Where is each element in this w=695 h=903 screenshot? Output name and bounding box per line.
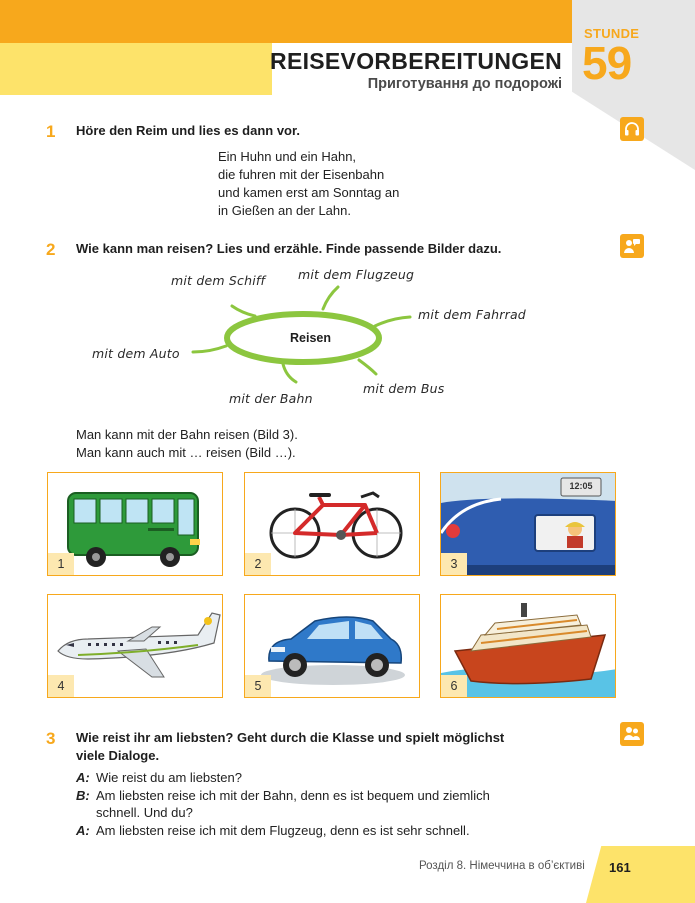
picture-car — [244, 594, 420, 698]
picture-bicycle — [244, 472, 420, 576]
mindmap-branch-flugzeug — [323, 287, 338, 309]
car-illustration — [245, 595, 420, 698]
airplane-illustration — [48, 595, 223, 698]
picture-number: 2 — [245, 553, 271, 575]
speaker-label: A: — [76, 770, 90, 785]
poem-line: und kamen erst am Sonntag an — [218, 185, 400, 200]
picture-number: 3 — [441, 553, 467, 575]
dialogue-text: Am liebsten reise ich mit der Bahn, denn es ist bequem und ziemlich — [96, 787, 490, 803]
mindmap-label-bahn: mit der Bahn — [229, 391, 313, 406]
mindmap-label-flugzeug: mit dem Flugzeug — [298, 267, 415, 282]
dialogue-line — [76, 787, 574, 822]
task-1-number: 1 — [46, 122, 56, 141]
task-2-number: 2 — [46, 240, 56, 259]
dialogue — [76, 769, 574, 839]
picture-ship — [440, 594, 616, 698]
speaker-label: A: — [76, 822, 90, 838]
picture-number: 6 — [441, 675, 467, 697]
mindmap-label-bus: mit dem Bus — [363, 381, 445, 396]
example-sentence: Man kann auch mit … reisen (Bild …). — [76, 445, 296, 460]
train-clock-display: 12:05 — [569, 481, 593, 491]
mindmap-branch-bus — [359, 360, 376, 374]
dialogue-text: Wie reist du am liebsten? — [96, 770, 242, 785]
ship-illustration — [441, 595, 616, 698]
task-3-number: 3 — [46, 729, 56, 748]
mindmap-label-fahrrad: mit dem Fahrrad — [418, 307, 526, 322]
mindmap-branch-bahn — [283, 364, 296, 382]
page-subtitle: Приготування до подорожі — [367, 76, 562, 92]
lesson-number: 59 — [582, 37, 632, 89]
picture-number: 5 — [245, 675, 271, 697]
dialogue-text: Am liebsten reise ich mit dem Flugzeug, denn es ist sehr schnell. — [96, 822, 470, 838]
chapter-footer: Розділ 8. Німеччина в об’єктиві — [419, 860, 585, 872]
task-3-instruction-line: Wie reist ihr am liebsten? Geht durch die Klasse und spielt möglichst — [76, 730, 505, 745]
task-1-instruction: Höre den Reim und lies es dann vor. — [76, 123, 300, 138]
bus-illustration — [48, 473, 223, 576]
page-number: 161 — [609, 860, 631, 875]
picture-bus — [47, 472, 223, 576]
picture-train — [440, 472, 616, 576]
mindmap-branch-fahrrad — [375, 317, 410, 326]
picture-airplane — [47, 594, 223, 698]
page-title: REISEVORBEREITUNGEN — [270, 48, 562, 74]
example-sentence: Man kann mit der Bahn reisen (Bild 3). — [76, 427, 298, 442]
task-2-instruction: Wie kann man reisen? Lies und erzähle. Finde passende Bilder dazu. — [76, 241, 502, 256]
task-3-instruction — [76, 729, 574, 765]
page-number-box — [586, 846, 695, 903]
picture-number: 4 — [48, 675, 74, 697]
task-3-instruction-line: viele Dialoge. — [76, 748, 160, 763]
speaker-label: B: — [76, 787, 90, 803]
mindmap-label-schiff: mit dem Schiff — [171, 273, 266, 288]
group-icon[interactable] — [620, 722, 644, 746]
mindmap-center-label: Reisen — [290, 331, 331, 345]
poem-line: Ein Huhn und ein Hahn, — [218, 149, 357, 164]
poem-line: die fuhren mit der Eisenbahn — [218, 167, 385, 182]
poem-line: in Gießen an der Lahn. — [218, 203, 351, 218]
dialogue-line — [76, 769, 574, 787]
example-sentences — [76, 426, 298, 462]
mindmap-branch-schiff — [232, 306, 255, 316]
dialogue-text: schnell. Und du? — [96, 805, 193, 820]
mindmap-label-auto: mit dem Auto — [92, 346, 180, 361]
mindmap-branch-auto — [193, 346, 226, 352]
picture-number: 1 — [48, 553, 74, 575]
dialogue-line — [76, 822, 574, 840]
lesson-label: STUNDE — [584, 26, 640, 41]
bicycle-illustration — [245, 473, 420, 576]
